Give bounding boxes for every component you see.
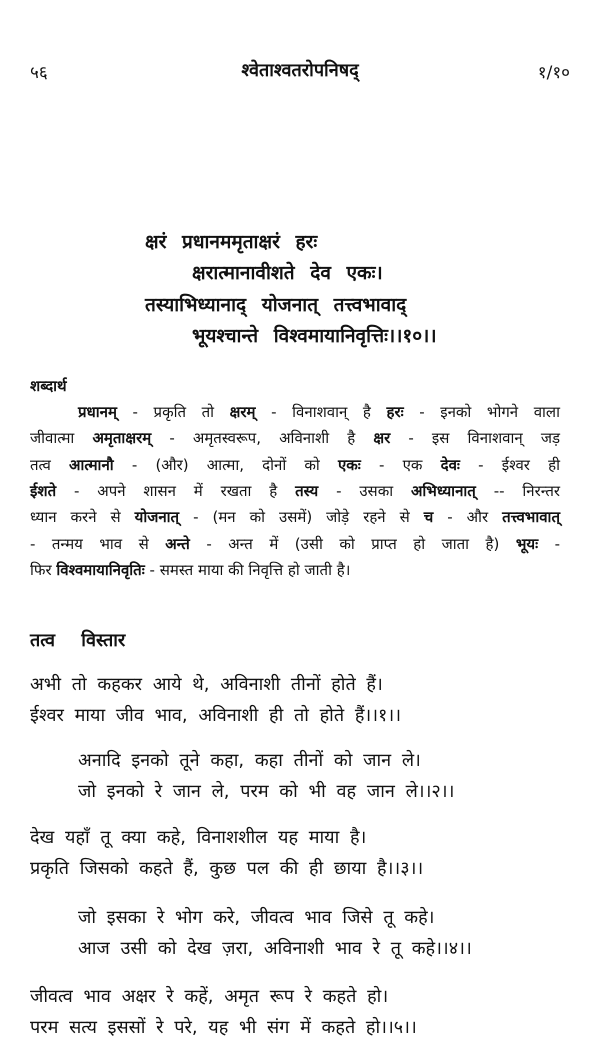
shabdarth-meaning: - अपने शासन में रखता है bbox=[56, 481, 296, 500]
shabdarth-line bbox=[30, 455, 560, 475]
shabdarth-line bbox=[30, 428, 560, 448]
section-title: तत्व विस्तार bbox=[30, 630, 126, 651]
poem-line: जो इनको रे जान ले, परम को भी वह जान ले।।२।। bbox=[78, 781, 455, 802]
shabdarth-meaning: - उसका bbox=[318, 481, 411, 500]
poem-line: जीवत्व भाव अक्षर रे कहें, अमृत रूप रे कहते हो। bbox=[30, 986, 389, 1007]
poem-line: देख यहाँ तू क्या कहे, विनाशशील यह माया है। bbox=[30, 827, 367, 848]
shabdarth-meaning: - (और) आत्मा, दोनों को bbox=[113, 455, 338, 474]
shabdarth-meaning: - एक bbox=[360, 455, 441, 474]
shabdarth-meaning: - प्रकृति तो bbox=[116, 403, 230, 421]
verse-line-4: भूयश्चान्ते विश्वमायानिवृत्तिः।।१०।। bbox=[192, 325, 437, 347]
shabdarth-line bbox=[30, 560, 560, 580]
shabdarth-line bbox=[30, 534, 560, 554]
verse-line-3: तस्याभिध्यानाद् योजनात् तत्त्वभावाद् bbox=[145, 294, 407, 316]
shabdarth-term: योजनात् bbox=[134, 508, 180, 527]
shabdarth-meaning: फिर bbox=[30, 560, 57, 579]
shabdarth-line bbox=[78, 402, 560, 422]
page-title: श्वेताश्वतरोपनिषद् bbox=[241, 60, 359, 81]
shabdarth-meaning: - इनको भोगने वाला bbox=[403, 403, 560, 421]
shabdarth-meaning: - bbox=[538, 534, 560, 553]
poem-line: जो इसका रे भोग करे, जीवत्व भाव जिसे तू कहे। bbox=[78, 907, 435, 928]
shabdarth-meaning: - अमृतस्वरूप, अविनाशी है bbox=[151, 429, 374, 448]
shabdarth-label: शब्दार्थ bbox=[30, 377, 67, 395]
shabdarth-line bbox=[30, 507, 560, 527]
poem-line: परम सत्य इससों रे परे, यह भी संग में कहते हो।।५।। bbox=[30, 1017, 417, 1038]
shabdarth-term: च bbox=[423, 508, 434, 527]
shabdarth-term: क्षर bbox=[373, 429, 391, 448]
shabdarth-term: अमृताक्षरम् bbox=[92, 429, 152, 448]
shabdarth-meaning: - समस्त माया की निवृत्ति हो जाती है। bbox=[144, 560, 351, 579]
shabdarth-term: ईशते bbox=[30, 481, 57, 500]
shabdarth-term: तस्य bbox=[295, 481, 319, 500]
verse-line-1: क्षरं प्रधानममृताक्षरं हरः bbox=[145, 231, 318, 253]
shabdarth-term: क्षरम् bbox=[229, 403, 256, 421]
shabdarth-meaning: - तन्मय भाव से bbox=[30, 534, 166, 553]
shabdarth-term: प्रधानम् bbox=[78, 403, 117, 421]
poem-line: अनादि इनको तूने कहा, कहा तीनों को जान ले। bbox=[78, 750, 421, 771]
poem-line: आज उसी को देख ज़रा, अविनाशी भाव रे तू कहे।।४।। bbox=[78, 938, 472, 959]
shabdarth-meaning: - ईश्वर ही bbox=[459, 455, 560, 474]
verse-reference: १/१० bbox=[537, 63, 570, 83]
shabdarth-term: देवः bbox=[440, 455, 460, 474]
poem-line: अभी तो कहकर आये थे, अविनाशी तीनों होते हैं। bbox=[30, 674, 383, 695]
shabdarth-meaning: - (मन को उसमें) जोड़े रहने से bbox=[179, 508, 424, 527]
shabdarth-line bbox=[30, 481, 560, 501]
shabdarth-meaning: - अन्त में (उसी को प्राप्त हो जाता है) bbox=[189, 534, 516, 553]
shabdarth-term: अभिध्यानात् bbox=[410, 481, 476, 500]
shabdarth-meaning: -- निरन्तर bbox=[475, 481, 561, 500]
shabdarth-term: भूयः bbox=[515, 534, 539, 553]
verse-line-2: क्षरात्मानावीशते देव एकः। bbox=[192, 262, 383, 284]
shabdarth-term: आत्मानौ bbox=[69, 455, 114, 474]
shabdarth-meaning: तत्व bbox=[30, 455, 70, 474]
shabdarth-meaning: - और bbox=[433, 508, 503, 527]
shabdarth-term: विश्वमायानिवृतिः bbox=[56, 560, 145, 579]
shabdarth-meaning: ध्यान करने से bbox=[30, 508, 135, 527]
shabdarth-term: हरः bbox=[386, 403, 404, 421]
shabdarth-meaning: - विनाशवान् है bbox=[255, 403, 387, 421]
shabdarth-term: तत्त्वभावात् bbox=[502, 508, 560, 527]
poem-line: ईश्वर माया जीव भाव, अविनाशी ही तो होते हैं।।१।। bbox=[30, 705, 402, 726]
shabdarth-meaning: - इस विनाशवान् जड़ bbox=[390, 429, 560, 448]
page-number: ५६ bbox=[30, 63, 48, 83]
shabdarth-term: एकः bbox=[337, 455, 361, 474]
shabdarth-meaning: जीवात्मा bbox=[30, 429, 93, 448]
poem-line: प्रकृति जिसको कहते हैं, कुछ पल की ही छाया है।।३।। bbox=[30, 858, 424, 879]
shabdarth-term: अन्ते bbox=[165, 534, 190, 553]
